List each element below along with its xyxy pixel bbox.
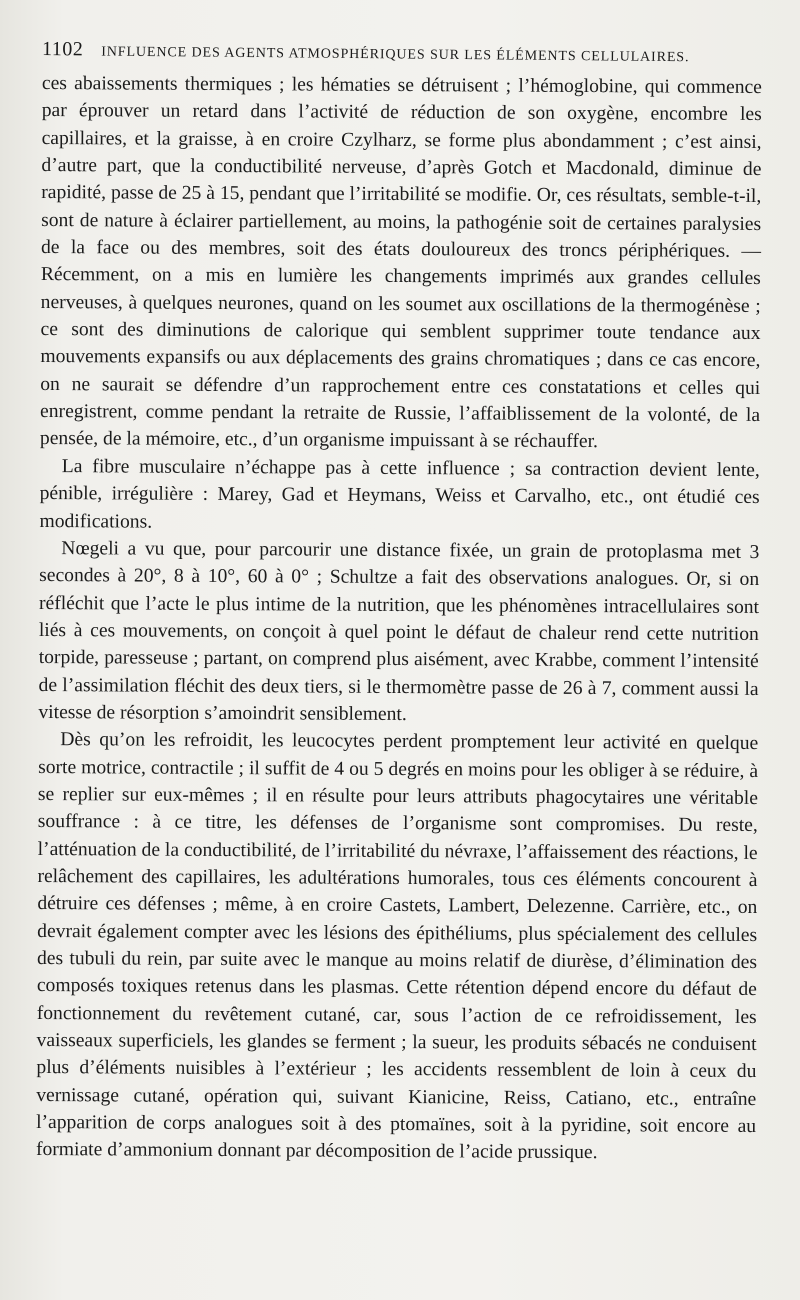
paragraph-protoplasm: Nœgeli a vu que, pour parcourir une distance fixée, un grain de protoplasma met 3 secondes à 20°, 8 à 10°, 60 à 0° ; Schultze a fait des observations analogues. Or, si on réfléchit que l’acte le plus intime de la nutrition, que les phénomènes intracellulaires sont liés à ces mouvements, on conçoit à quel point le défaut de chaleur rend cette nutrition torpide, paresseuse ; partant, on comprend plus aisément, avec Krabbe, comment l’intensité de l’assimilation fléchit des deux tiers, si le thermomètre passe de 26 à 7, comment aussi la vitesse de résorption s’amoindrit sensiblement. bbox=[38, 537, 760, 725]
page-header bbox=[42, 38, 762, 68]
paragraph-leukocytes: Dès qu’on les refroidit, les leucocytes perdent promptement leur activité en quelque sorte motrice, contractile ; il suffit de 4 ou 5 degrés en moins pour les obliger à se réduire, à se replier sur eux-mêmes ; il en résulte pour leurs attributs phagocytaires une véritable souffrance : à ce titre, les défenses de l’organisme sont compromises. Du reste, l’atténuation de la conductibilité, de l’irritabilité du névraxe, l’affaissement des réactions, le relâchement des capillaires, les adultérations humorales, tous ces éléments concourent à détruire ces défenses ; même, à en croire Castets, Lambert, Delezenne. Carrière, etc., on devrait également compter avec les lésions des épithéliums, plus spécialement des cellules des tubuli du rein, par suite avec le manque au moins relatif de diurèse, d’élimination des composés toxiques retenus dans les plasmas. Cette rétention dépend encore du défaut de fonctionnement du revêtement cutané, car, sous l’action de ce refroidissement, les vaisseaux superficiels, les glandes se ferment ; la sueur, les produits sébacés ne conduisent plus d’éléments nuisibles à l’extérieur ; les accidents ressemblent de loin à ceux du vernissage cutané, opération qui, suivant Kianicine, Reiss, Catiano, etc., entraîne l’apparition de corps analogues soit à des ptomaïnes, soit à la pyridine, soit encore au formiate d’ammonium donnant par décomposition de l’acide prussique. bbox=[35, 729, 759, 1164]
paragraph-continuation: ces abaissements thermiques ; les hématies se détruisent ; l’hémoglobine, qui commence par éprouver un retard dans l’activité de réduction de son oxygène, encombre les capillaires, et la graisse, à en croire Czylharz, se forme plus abondamment ; c’est ainsi, d’autre part, que la conductibilité nerveuse, d’après Gotch et Macdonald, diminue de rapidité, passe de 25 à 15, pendant que l’irritabilité se modifie. Or, ces résultats, semble-t-il, sont de nature à éclairer partiellement, au moins, la pathogénie soit de certaines paralysies de la face ou des membres, soit des états douloureux des troncs périphériques. — Récemment, on a mis en lumière les changements imprimés aux grandes cellules nerveuses, à quelques neurones, quand on les soumet aux oscillations de la thermogénèse ; ce sont des diminutions de calorique qui semblent supprimer toute tendance aux mouvements expansifs ou aux déplacements des grains chromatiques ; dans ce cas encore, on ne saurait se défendre d’un rapprochement entre ces constatations et celles qui enregistrent, comme pendant la retraite de Russie, l’affaiblissement de la volonté, de la pensée, de la mémoire, etc., d’un organisme impuissant à se réchauffer. bbox=[39, 72, 762, 453]
running-title: INFLUENCE DES AGENTS ATMOSPHÉRIQUES SUR LES ÉLÉMENTS CELLULAIRES. bbox=[101, 44, 690, 66]
body-text bbox=[36, 70, 762, 1168]
paragraph-muscle-fiber: La fibre musculaire n’échappe pas à cette influence ; sa contraction devient lente, pénible, irrégulière : Marey, Gad et Heymans, Weiss et Carvalho, etc., ont étudié ces modifications. bbox=[39, 455, 760, 533]
page-number: 1102 bbox=[41, 38, 84, 61]
